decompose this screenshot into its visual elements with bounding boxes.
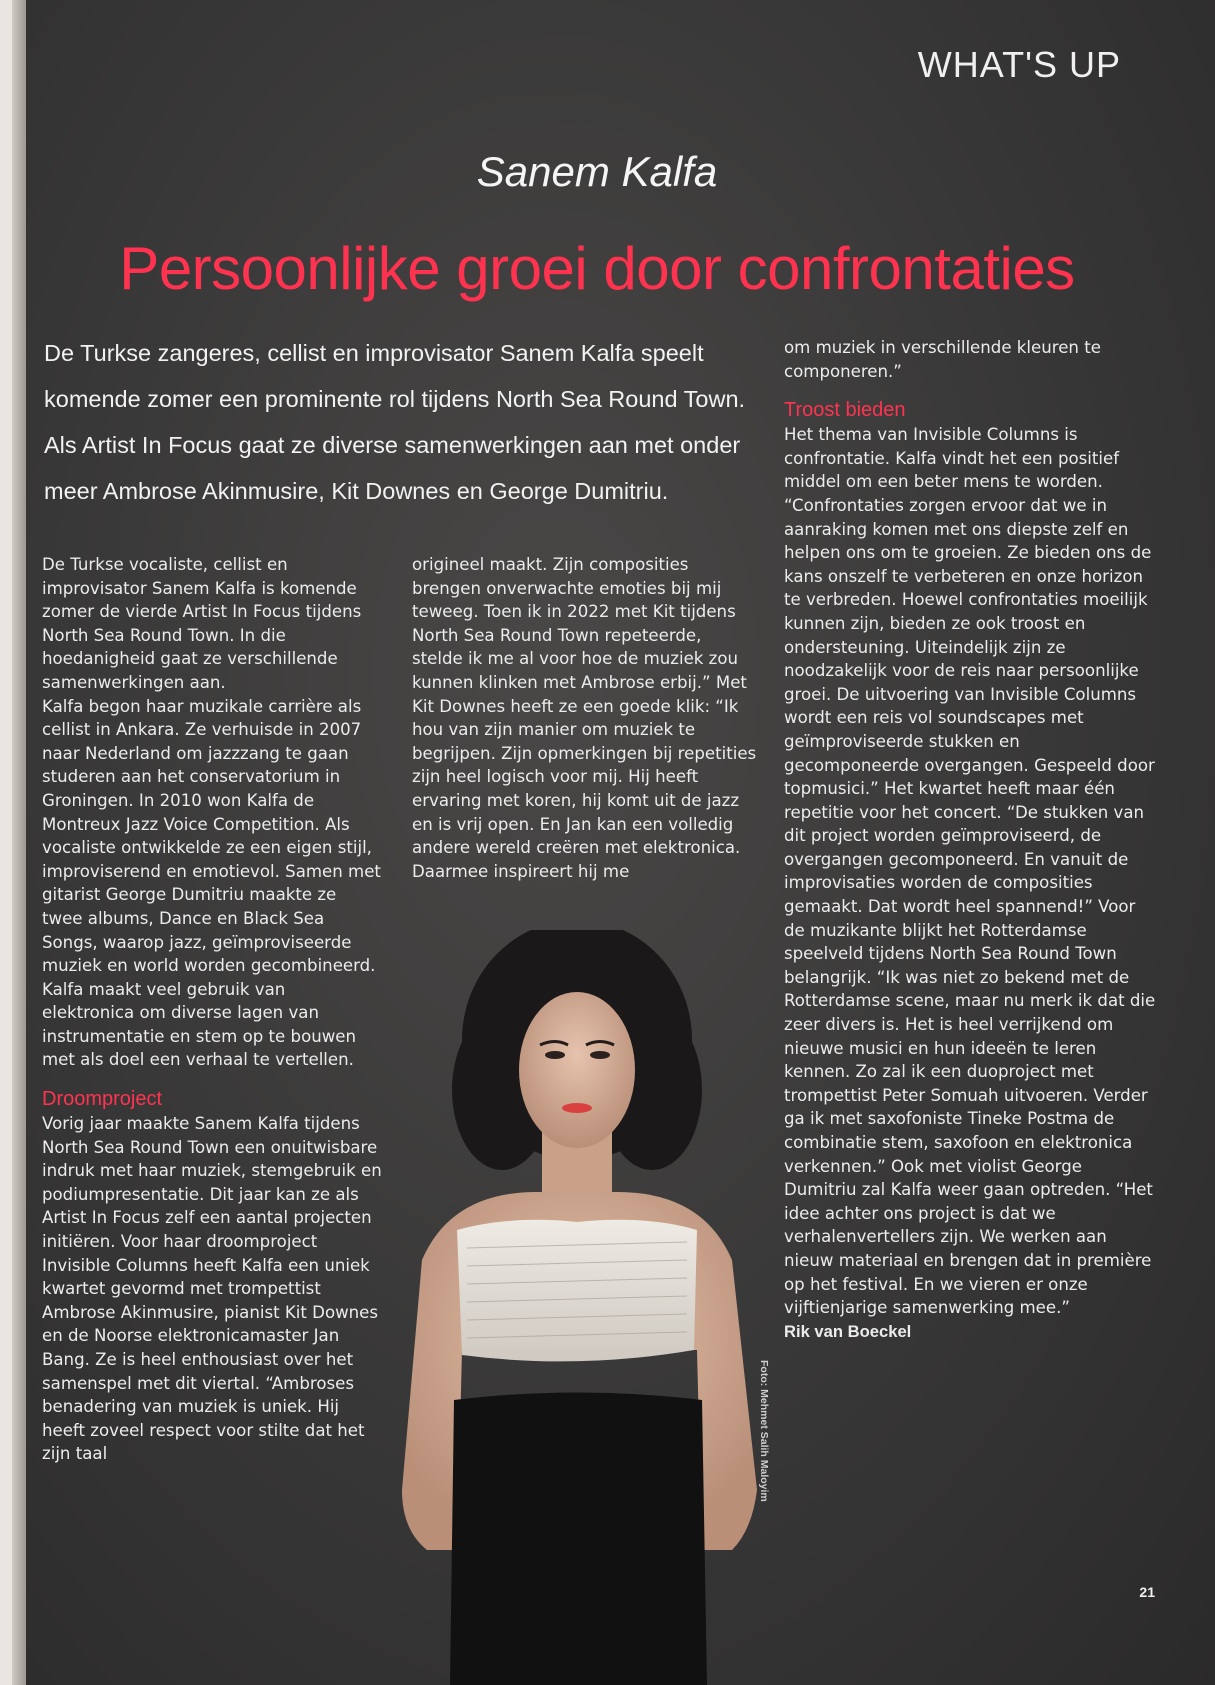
portrait-illustration — [362, 930, 802, 1685]
article-lead: De Turkse zangeres, cellist en improvisator Sanem Kalfa speelt komende zomer een prominente rol tijdens North Sea Round Town. Als Artist In Focus gaat ze diverse samenwerkingen aan met onder meer Ambrose Akinmusire, Kit Downes en George Dumitriu. — [44, 340, 746, 504]
subheading-troost-bieden: Troost bieden — [784, 399, 906, 422]
author-byline: Rik van Boeckel — [784, 1321, 912, 1341]
article-subject-name: Sanem Kalfa — [476, 148, 718, 195]
paragraph: Kalfa begon haar muzikale carrière als cellist in Ankara. Ze verhuisde in 2007 naar Nederland om jazzzang te gaan studeren aan het conservatorium in Groningen. In 2010 won Kalfa de Montreux Jazz Voice Competition. Als vocaliste ontwikkelde ze een eigen stijl, improviserend en emotievol. Samen met gitarist George Dumitriu maakte ze twee albums, Dance en Black Sea Songs, waarop jazz, geïmproviseerde muziek en world worden gecombineerd. Kalfa maakt veel gebruik van elektronica om diverse lagen van instrumentatie en stem op te bouwen met als doel een verhaal te vertellen. — [42, 696, 381, 1070]
text-column-2 — [412, 553, 757, 883]
section-label: WHAT'S UP — [917, 44, 1121, 85]
photo-credit: Foto: Mehmet Salih Maloyim — [758, 1360, 770, 1502]
magazine-page — [12, 0, 1215, 1685]
page-number: 21 — [1139, 1584, 1155, 1600]
portrait-photo — [362, 930, 802, 1685]
subheading-droomproject: Droomproject — [42, 1088, 163, 1111]
text-column-1 — [42, 553, 382, 1466]
paragraph: Vorig jaar maakte Sanem Kalfa tijdens North Sea Round Town een onuitwisbare indruk met haar muziek, stemgebruik en podiumpresentatie. Dit jaar kan ze als Artist In Focus zelf een aantal projecten initiëren. Voor haar droomproject Invisible Columns heeft Kalfa een uniek kwartet gevormd met trompettist Ambrose Akinmusire, pianist Kit Downes en de Noorse elektronicamaster Jan Bang. Ze is heel enthousiast over het samenspel met dit viertal. “Ambroses benadering van muziek is uniek. Hij heeft zoveel respect voor stilte dat het zijn taal — [42, 1114, 382, 1464]
paragraph: Het thema van Invisible Columns is confrontatie. Kalfa vindt het een positief middel om een beter mens te worden. “Confrontaties zorgen ervoor dat we in aanraking komen met ons diepste zelf en helpen ons om te groeien. Ze bieden ons de kans onszelf te verbeteren en onze horizon te verbreden. Hoewel confrontaties moeilijk kunnen zijn, bieden ze ook troost en ondersteuning. Uiteindelijk zijn ze noodzakelijk voor de reis naar persoonlijke groei. De uitvoering van Invisible Columns wordt een reis vol soundscapes met geïmproviseerde stukken en gecomponeerde overgangen. Gespeeld door topmusici.” Het kwartet heeft maar één repetitie voor het concert. “De stukken van dit project worden geïmproviseerd, de overgangen gecomponeerd. En vanuit de improvisaties worden de composities gemaakt. Dat wordt heel spannend!” Voor de muzikante blijkt het Rotterdamse speelveld tijdens North Sea Round Town belangrijk. “Ik was niet zo bekend met de Rotterdamse scene, maar nu merk ik dat die zeer divers is. Het is heel verrijkend om nieuwe musici en hun ideeën te leren kennen. Zo zal ik een duoproject met trompettist Peter Somuah uitvoeren. Verder ga ik met saxofoniste Tineke Postma de combinatie stem, saxofoon en elektronica verkennen.” Ook met violist George Dumitriu zal Kalfa weer gaan optreden. “Het idee achter ons project is dat we verhalenvertellers zijn. We werken aan nieuw materiaal en brengen dat in première op het festival. En we vieren er onze vijftienjarige samenwerking mee.” — [784, 425, 1156, 1318]
paragraph: origineel maakt. Zijn composities brengen onverwachte emoties bij mij teweeg. Toen ik in 2022 met Kit tijdens North Sea Round Town repeteerde, stelde ik me al voor hoe de muziek zou kunnen klinken met Ambrose erbij.” Met Kit Downes heeft ze een goede klik: “Ik hou van zijn manier om muziek te begrijpen. Zijn opmerkingen bij repetities zijn heel logisch voor mij. Hij heeft ervaring met koren, hij komt uit de jazz en is vrij open. En Jan kan een volledig andere wereld creëren met elektronica. Daarmee inspireert hij me — [412, 555, 757, 881]
paragraph: om muziek in verschillende kleuren te componeren.” — [784, 338, 1101, 381]
article-headline: Persoonlijke groei door confrontaties — [119, 235, 1075, 302]
paragraph: De Turkse vocaliste, cellist en improvisator Sanem Kalfa is komende zomer de vierde Artist In Focus tijdens North Sea Round Town. In die hoedanigheid gaat ze verschillende samenwerkingen aan. — [42, 555, 362, 692]
text-column-3 — [784, 336, 1159, 1343]
